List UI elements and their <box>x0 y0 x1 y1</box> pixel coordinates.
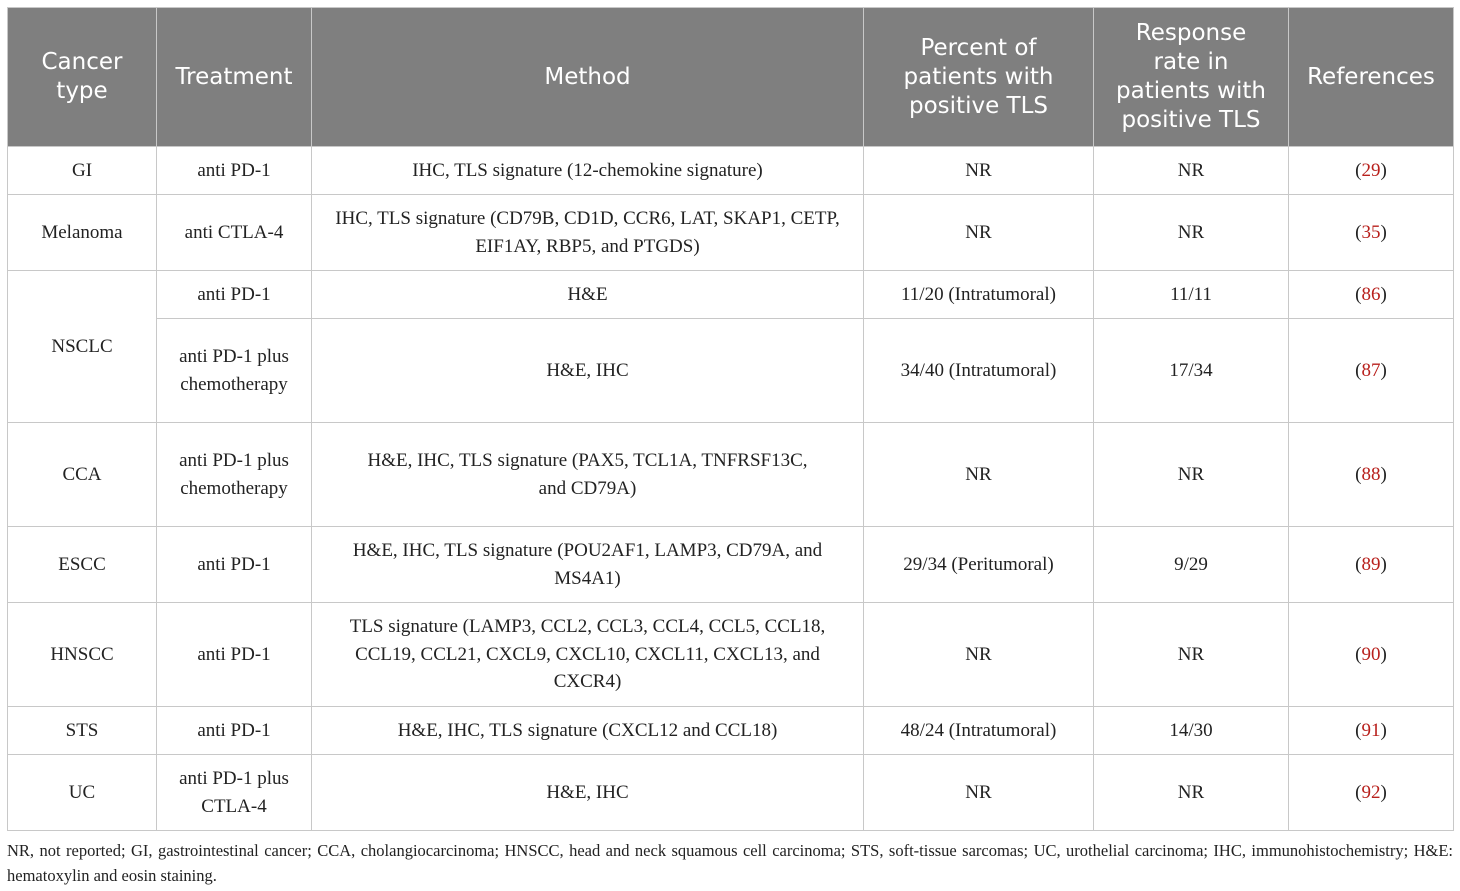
reference-link[interactable]: 88 <box>1361 463 1381 485</box>
cell-method: H&E, IHC <box>312 755 864 831</box>
header-response: Response rate in patients with positive TLS <box>1094 8 1289 147</box>
cell-percent: NR <box>864 755 1094 831</box>
table-row <box>8 603 1454 707</box>
reference-link[interactable]: 35 <box>1361 221 1381 243</box>
cell-method: IHC, TLS signature (12-chemokine signature) <box>312 147 864 195</box>
reference-link[interactable]: 91 <box>1361 719 1381 741</box>
cell-percent: 11/20 (Intratumoral) <box>864 271 1094 319</box>
cell-percent: NR <box>864 147 1094 195</box>
cell-percent: 48/24 (Intratumoral) <box>864 707 1094 755</box>
cell-treatment: anti PD-1 plus CTLA-4 <box>157 755 312 831</box>
cell-treatment: anti PD-1 plus chemotherapy <box>157 319 312 423</box>
cell-percent: NR <box>864 603 1094 707</box>
cell-response: NR <box>1094 755 1289 831</box>
cell-reference: (92) <box>1289 755 1454 831</box>
cell-response: NR <box>1094 603 1289 707</box>
cell-percent: 34/40 (Intratumoral) <box>864 319 1094 423</box>
table-row <box>8 319 1454 423</box>
cell-treatment: anti PD-1 plus chemotherapy <box>157 423 312 527</box>
header-method: Method <box>312 8 864 147</box>
reference-link[interactable]: 29 <box>1361 159 1381 181</box>
reference-link[interactable]: 92 <box>1361 781 1381 803</box>
cell-percent: NR <box>864 423 1094 527</box>
cell-reference: (91) <box>1289 707 1454 755</box>
cell-reference: (86) <box>1289 271 1454 319</box>
table-row <box>8 707 1454 755</box>
cell-method: H&E, IHC <box>312 319 864 423</box>
table-row <box>8 423 1454 527</box>
cell-percent: NR <box>864 195 1094 271</box>
cell-treatment: anti PD-1 <box>157 527 312 603</box>
cell-cancer-type: STS <box>8 707 157 755</box>
header-references: References <box>1289 8 1454 147</box>
cell-method: H&E <box>312 271 864 319</box>
cell-method: H&E, IHC, TLS signature (PAX5, TCL1A, TNFRSF13C, and CD79A) <box>312 423 864 527</box>
table-row <box>8 147 1454 195</box>
cell-cancer-type: Melanoma <box>8 195 157 271</box>
cell-method: H&E, IHC, TLS signature (CXCL12 and CCL18) <box>312 707 864 755</box>
table-row <box>8 271 1454 319</box>
cell-cancer-type: HNSCC <box>8 603 157 707</box>
header-row <box>8 8 1454 147</box>
table-row <box>8 527 1454 603</box>
cell-method: IHC, TLS signature (CD79B, CD1D, CCR6, LAT, SKAP1, CETP, EIF1AY, RBP5, and PTGDS) <box>312 195 864 271</box>
cell-method: TLS signature (LAMP3, CCL2, CCL3, CCL4, CCL5, CCL18, CCL19, CCL21, CXCL9, CXCL10, CXCL11, CXCL13, and CXCR4) <box>312 603 864 707</box>
cell-cancer-type: UC <box>8 755 157 831</box>
cell-reference: (87) <box>1289 319 1454 423</box>
header-percent: Percent of patients with positive TLS <box>864 8 1094 147</box>
cell-response: NR <box>1094 195 1289 271</box>
cell-method: H&E, IHC, TLS signature (POU2AF1, LAMP3, CD79A, and MS4A1) <box>312 527 864 603</box>
cell-cancer-type: ESCC <box>8 527 157 603</box>
cell-reference: (35) <box>1289 195 1454 271</box>
cell-reference: (89) <box>1289 527 1454 603</box>
header-treatment: Treatment <box>157 8 312 147</box>
cell-treatment: anti CTLA-4 <box>157 195 312 271</box>
cell-treatment: anti PD-1 <box>157 147 312 195</box>
reference-link[interactable]: 89 <box>1361 553 1381 575</box>
cell-percent: 29/34 (Peritumoral) <box>864 527 1094 603</box>
cell-response: 11/11 <box>1094 271 1289 319</box>
table-row <box>8 195 1454 271</box>
cell-cancer-type: NSCLC <box>8 271 157 423</box>
cell-reference: (90) <box>1289 603 1454 707</box>
cell-response: 14/30 <box>1094 707 1289 755</box>
cell-treatment: anti PD-1 <box>157 603 312 707</box>
cell-response: 17/34 <box>1094 319 1289 423</box>
cell-reference: (29) <box>1289 147 1454 195</box>
cell-response: NR <box>1094 147 1289 195</box>
cell-response: 9/29 <box>1094 527 1289 603</box>
cell-response: NR <box>1094 423 1289 527</box>
reference-link[interactable]: 86 <box>1361 283 1381 305</box>
cell-treatment: anti PD-1 <box>157 271 312 319</box>
cell-cancer-type: CCA <box>8 423 157 527</box>
cell-reference: (88) <box>1289 423 1454 527</box>
reference-link[interactable]: 87 <box>1361 359 1381 381</box>
table-footnote: NR, not reported; GI, gastrointestinal cancer; CCA, cholangiocarcinoma; HNSCC, head and neck squamous cell carcinoma; STS, soft-tissue sarcomas; UC, urothelial carcinoma; IHC, immunohistochemistry; H&E: hematoxylin and eosin staining. <box>7 841 1453 885</box>
table-container <box>7 7 1453 888</box>
reference-link[interactable]: 90 <box>1361 643 1381 665</box>
table-row <box>8 755 1454 831</box>
cell-treatment: anti PD-1 <box>157 707 312 755</box>
tls-table <box>7 7 1454 831</box>
header-cancer-type: Cancer type <box>8 8 157 147</box>
cell-cancer-type: GI <box>8 147 157 195</box>
